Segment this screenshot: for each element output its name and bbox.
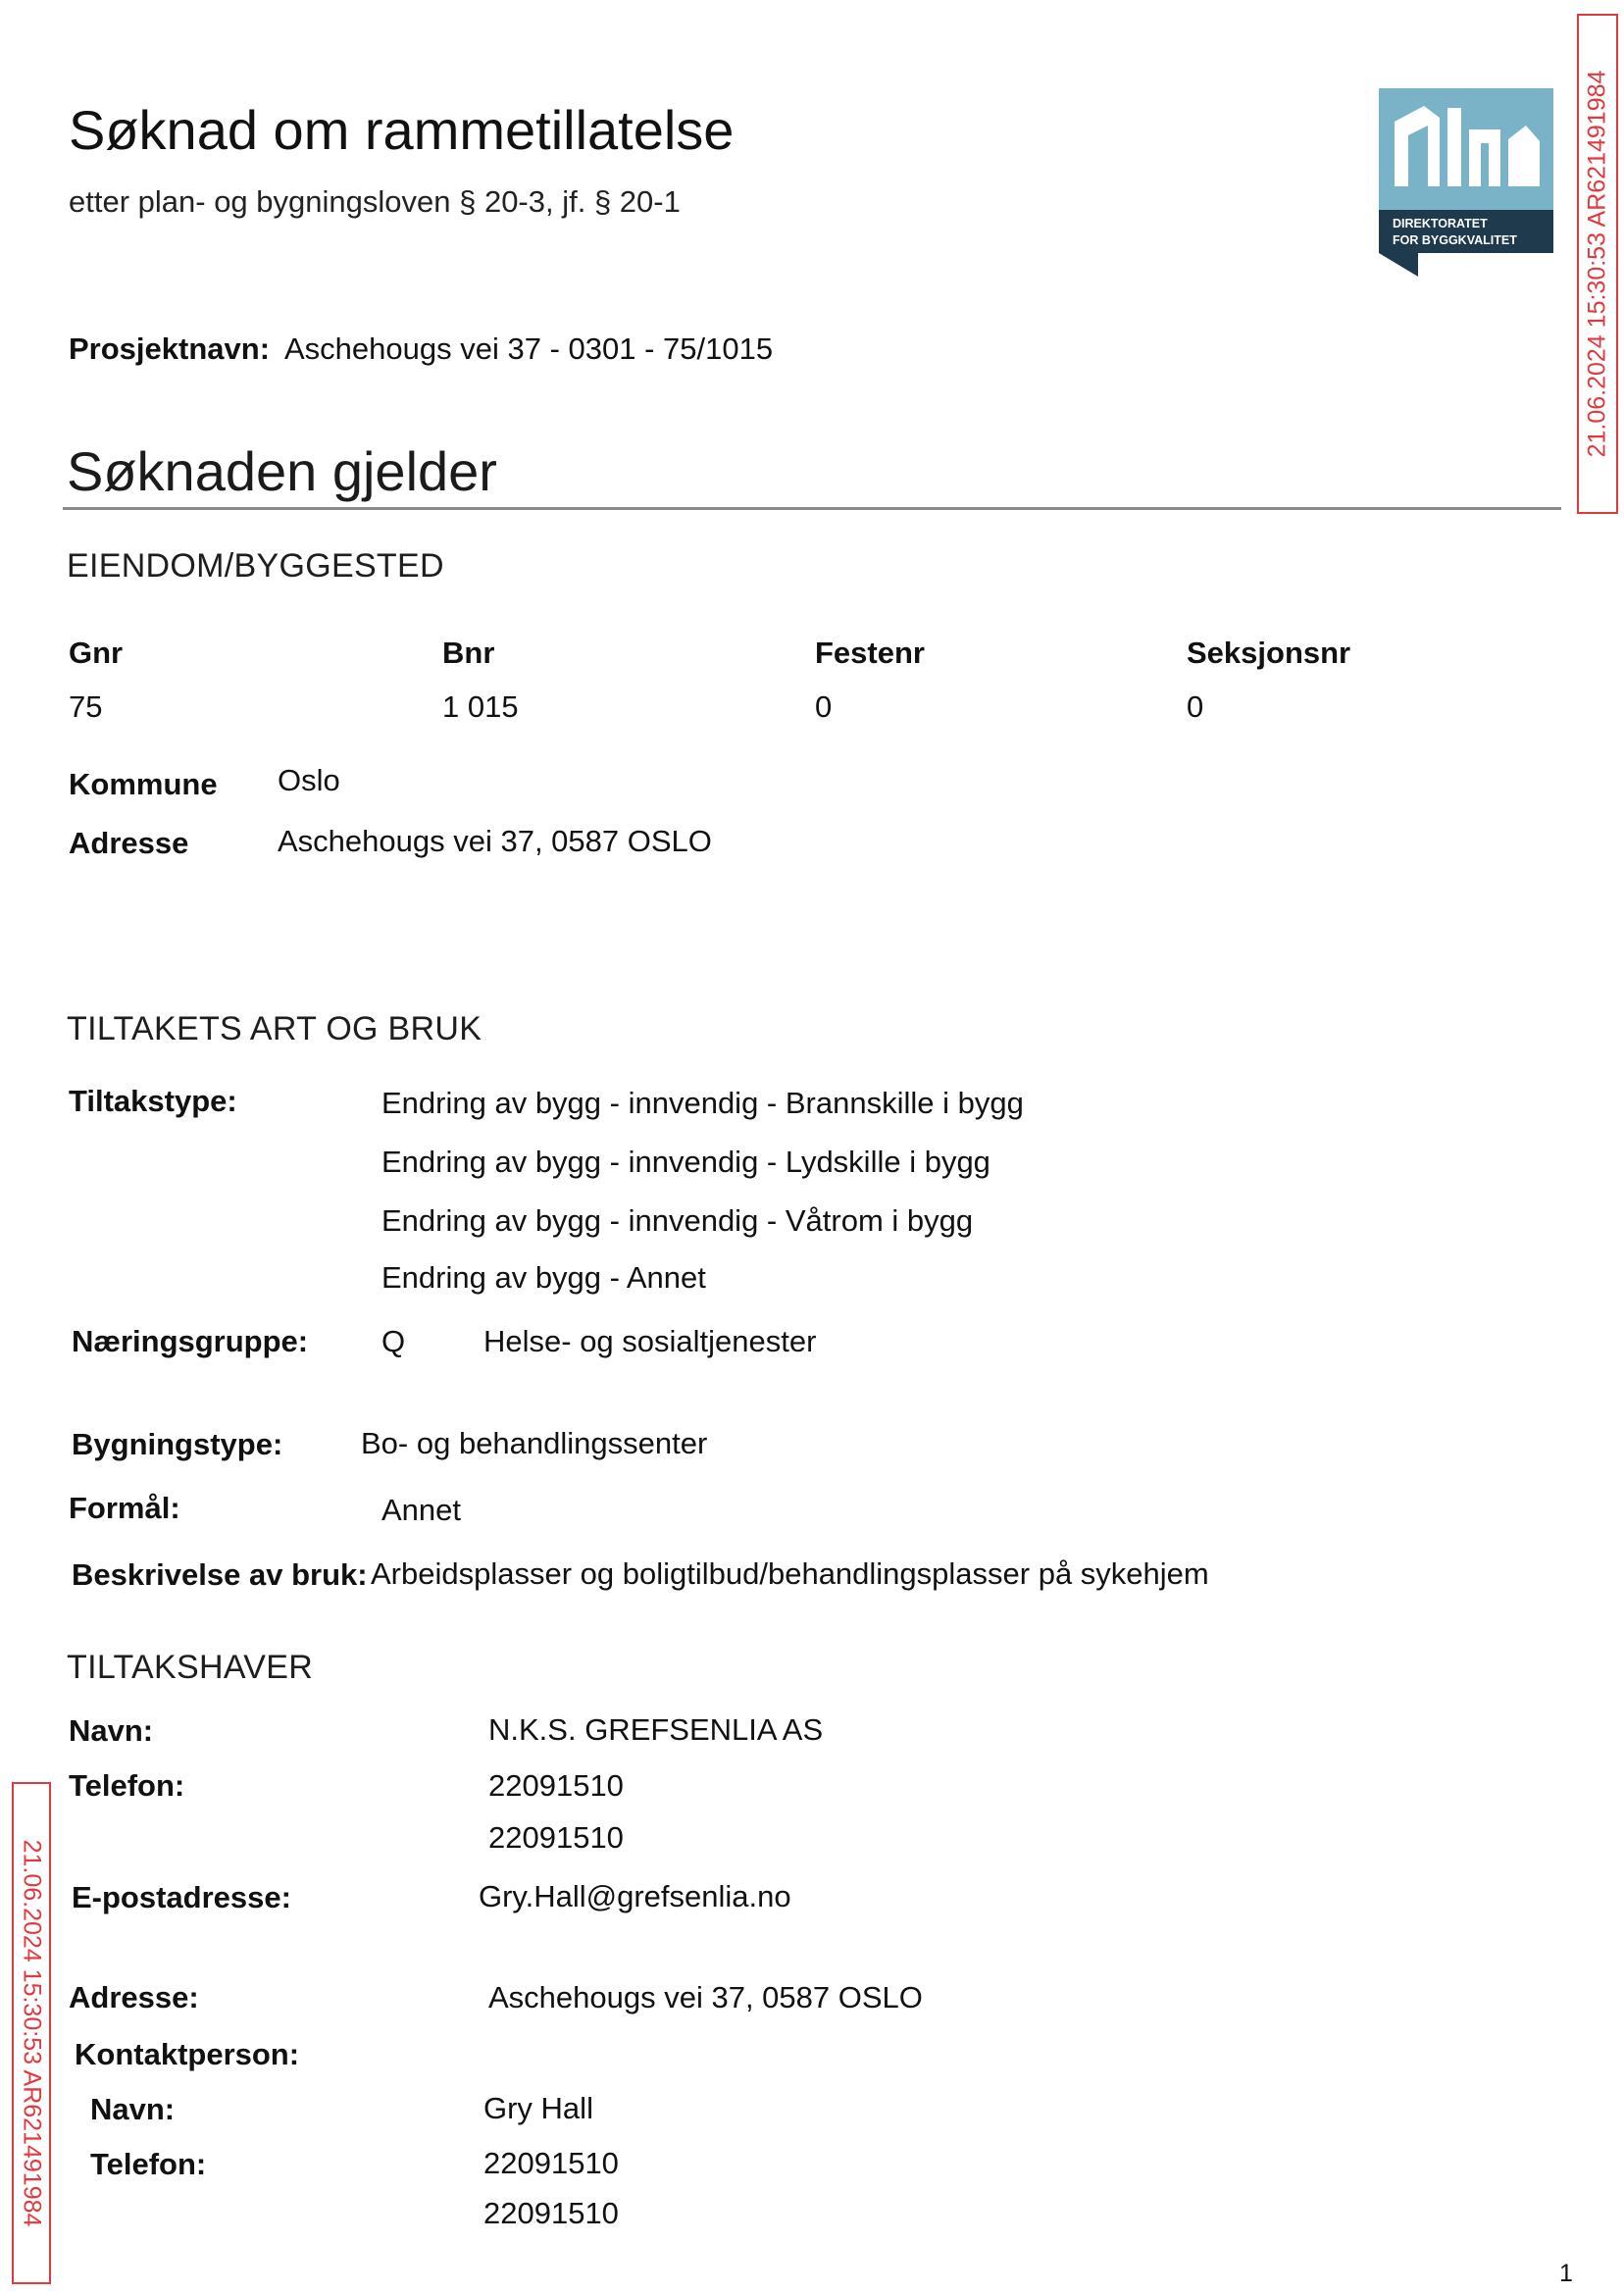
gnr-value: 75 bbox=[69, 689, 103, 724]
logo-line-2: FOR BYGGKVALITET bbox=[1393, 233, 1517, 247]
document-title: Søknad om rammetillatelse bbox=[69, 99, 735, 161]
tiltakshaver-adresse-label: Adresse: bbox=[69, 1980, 199, 2014]
kontakt-telefon-value: 22091510 bbox=[483, 2196, 619, 2230]
tiltakstype-item: Endring av bygg - innvendig - Brannskille i bygg bbox=[381, 1086, 1024, 1120]
tiltakshaver-heading: TILTAKSHAVER bbox=[67, 1649, 314, 1686]
tiltakstype-item: Endring av bygg - innvendig - Våtrom i bygg bbox=[381, 1203, 974, 1238]
kontakt-telefon-label: Telefon: bbox=[90, 2147, 207, 2181]
eiendom-adresse-label: Adresse bbox=[69, 826, 189, 860]
col-seksjonsnr-label: Seksjonsnr bbox=[1187, 636, 1351, 670]
bygningstype-label: Bygningstype: bbox=[72, 1427, 283, 1461]
kontakt-navn-value: Gry Hall bbox=[483, 2091, 593, 2125]
tiltakstype-item: Endring av bygg - innvendig - Lydskille i bygg bbox=[381, 1145, 990, 1179]
receipt-stamp-top bbox=[1577, 14, 1618, 514]
tiltakshaver-telefon-label: Telefon: bbox=[69, 1768, 185, 1803]
epost-value: Gry.Hall@grefsenlia.no bbox=[479, 1879, 791, 1913]
receipt-stamp-left bbox=[12, 1782, 51, 2284]
beskrivelse-value: Arbeidsplasser og boligtilbud/behandlingsplasser på sykehjem bbox=[371, 1556, 1209, 1591]
section-divider bbox=[63, 507, 1561, 510]
tiltakshaver-navn-label: Navn: bbox=[69, 1713, 154, 1748]
tiltakshaver-telefon-value: 22091510 bbox=[488, 1768, 624, 1803]
bygningstype-value: Bo- og behandlingssenter bbox=[361, 1426, 708, 1460]
epost-label: E-postadresse: bbox=[72, 1880, 291, 1914]
festenr-value: 0 bbox=[815, 689, 833, 724]
bnr-value: 1 015 bbox=[442, 689, 519, 724]
document-subtitle: etter plan- og bygningsloven § 20-3, jf. § 20-1 bbox=[69, 184, 681, 219]
tiltakshaver-navn-value: N.K.S. GREFSENLIA AS bbox=[488, 1712, 824, 1747]
formal-value: Annet bbox=[381, 1493, 462, 1527]
naeringsgruppe-label: Næringsgruppe: bbox=[72, 1324, 309, 1358]
col-gnr-label: Gnr bbox=[69, 636, 124, 670]
seksjonsnr-value: 0 bbox=[1187, 689, 1204, 724]
tiltakshaver-telefon-value: 22091510 bbox=[488, 1820, 624, 1855]
tiltakshaver-adresse-value: Aschehougs vei 37, 0587 OSLO bbox=[488, 1980, 923, 2014]
kontakt-navn-label: Navn: bbox=[90, 2092, 176, 2126]
tiltakstype-label: Tiltakstype: bbox=[69, 1084, 237, 1118]
tiltakstype-item: Endring av bygg - Annet bbox=[381, 1260, 706, 1295]
col-bnr-label: Bnr bbox=[442, 636, 495, 670]
project-value: Aschehougs vei 37 - 0301 - 75/1015 bbox=[284, 331, 774, 366]
naeringsgruppe-code: Q bbox=[381, 1324, 406, 1358]
tiltak-heading: TILTAKETS ART OG BRUK bbox=[67, 1010, 482, 1047]
formal-label: Formål: bbox=[69, 1491, 180, 1525]
kontaktperson-label: Kontaktperson: bbox=[75, 2037, 300, 2071]
beskrivelse-label: Beskrivelse av bruk: bbox=[72, 1557, 368, 1592]
kontakt-telefon-value: 22091510 bbox=[483, 2146, 619, 2180]
receipt-stamp-top-text: 21.06.2024 15:30:53 AR621491984 bbox=[1583, 70, 1611, 458]
section-title: Søknaden gjelder bbox=[67, 440, 497, 502]
logo-line-1: DIREKTORATET bbox=[1393, 217, 1488, 230]
receipt-stamp-left-text: 21.06.2024 15:30:53 AR621491984 bbox=[18, 1839, 46, 2227]
naeringsgruppe-value: Helse- og sosialtjenester bbox=[483, 1324, 817, 1358]
col-festenr-label: Festenr bbox=[815, 636, 925, 670]
eiendom-adresse-value: Aschehougs vei 37, 0587 OSLO bbox=[278, 824, 712, 858]
kommune-label: Kommune bbox=[69, 767, 218, 801]
kommune-value: Oslo bbox=[278, 763, 340, 797]
dibk-logo bbox=[1379, 88, 1553, 277]
page-number: 1 bbox=[1559, 2260, 1573, 2287]
project-label: Prosjektnavn: bbox=[69, 331, 271, 366]
eiendom-heading: EIENDOM/BYGGESTED bbox=[67, 547, 444, 585]
